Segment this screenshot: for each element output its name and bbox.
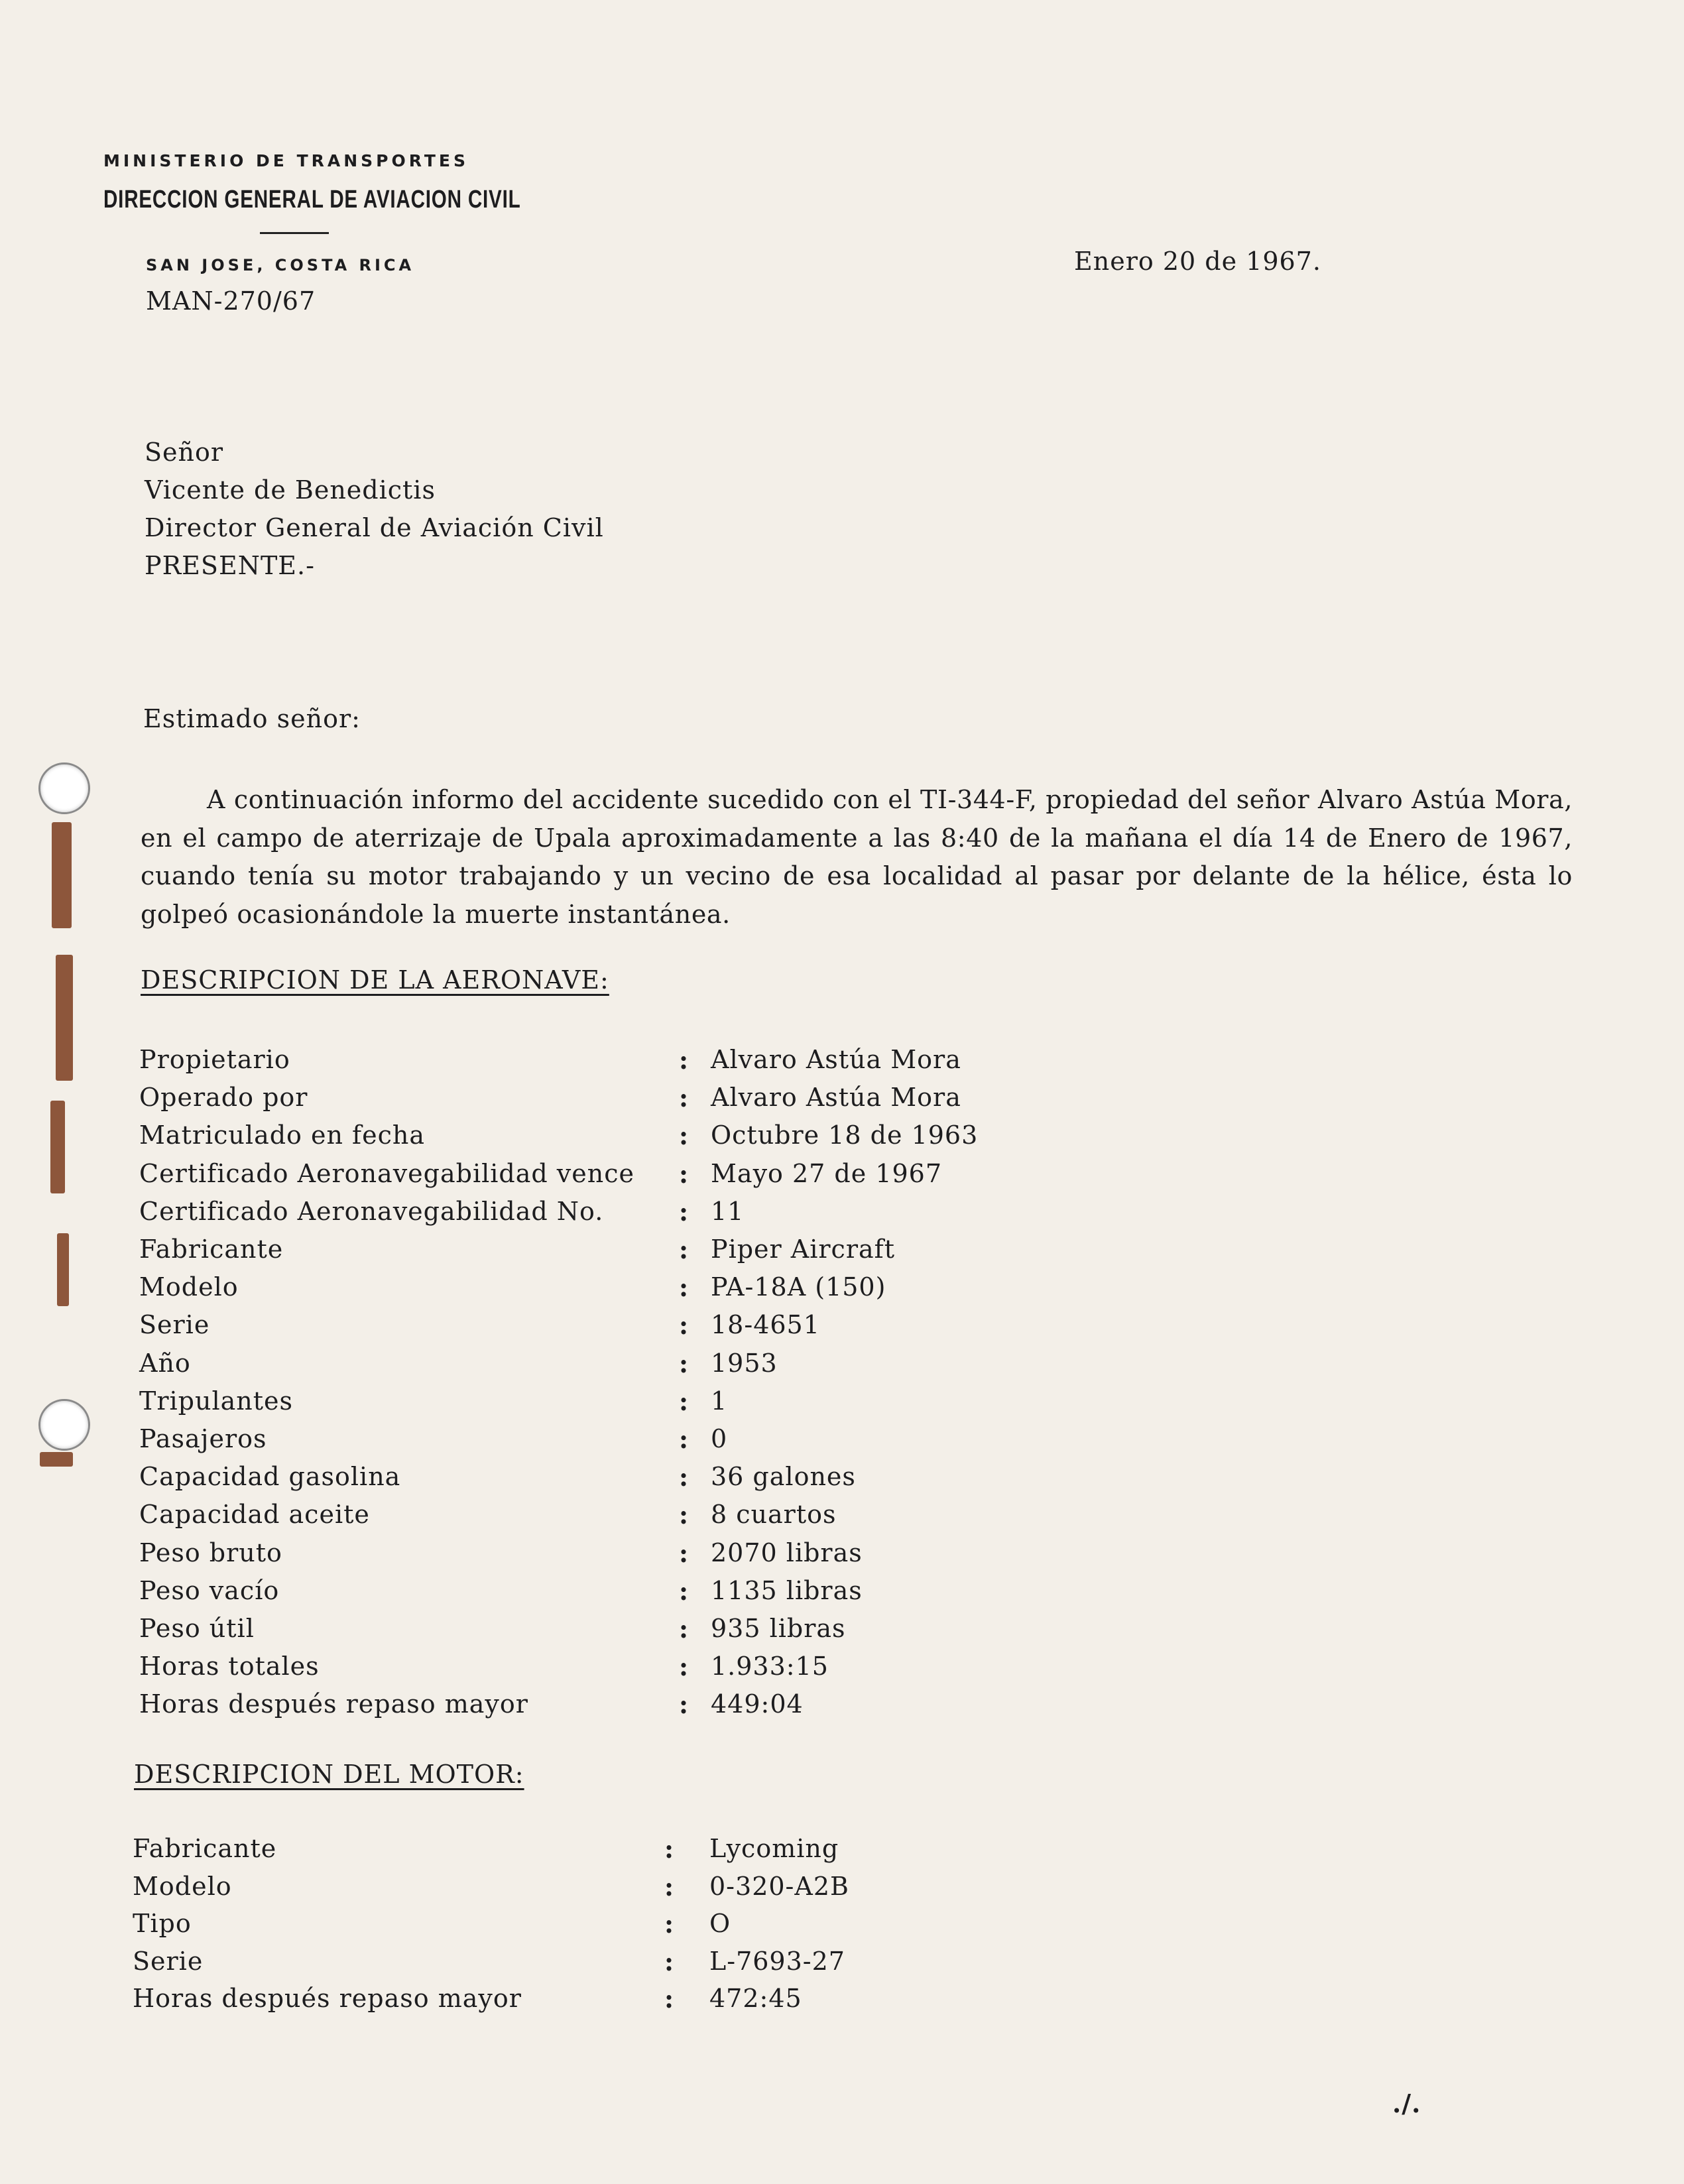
description-row xyxy=(139,1462,1067,1500)
reference-number: MAN-270/67 xyxy=(146,286,316,316)
row-value: Lycoming xyxy=(709,1834,839,1863)
row-colon: : xyxy=(679,1121,690,1151)
row-value: Piper Aircraft xyxy=(711,1235,895,1264)
row-colon: : xyxy=(664,1946,675,1976)
rust-stain xyxy=(52,822,72,928)
row-value: O xyxy=(709,1909,731,1938)
row-colon: : xyxy=(679,1348,690,1378)
description-row xyxy=(139,1159,1067,1197)
row-value: 8 cuartos xyxy=(711,1500,837,1530)
rust-stain xyxy=(57,1233,69,1306)
row-label: Peso bruto xyxy=(139,1538,282,1567)
row-label: Horas totales xyxy=(139,1652,320,1681)
description-row xyxy=(139,1614,1067,1652)
description-row xyxy=(139,1349,1067,1386)
row-colon: : xyxy=(679,1083,690,1113)
row-label: Serie xyxy=(133,1946,204,1976)
row-label: Tripulantes xyxy=(139,1386,294,1416)
engine-section-heading: DESCRIPCION DEL MOTOR: xyxy=(134,1760,524,1789)
row-colon: : xyxy=(664,1834,675,1864)
row-value: 36 galones xyxy=(711,1462,856,1492)
row-colon: : xyxy=(679,1500,690,1530)
description-row xyxy=(139,1538,1067,1576)
row-value: 449:04 xyxy=(711,1689,804,1719)
row-value: Mayo 27 de 1967 xyxy=(711,1158,943,1188)
row-label: Certificado Aeronavegabilidad No. xyxy=(139,1196,604,1226)
row-value: Alvaro Astúa Mora xyxy=(711,1083,961,1113)
description-row xyxy=(139,1576,1067,1614)
row-colon: : xyxy=(679,1652,690,1682)
description-row xyxy=(133,1834,1061,1872)
rust-stain xyxy=(56,955,73,1081)
row-colon: : xyxy=(664,1871,675,1902)
punch-hole-top xyxy=(38,762,90,814)
description-row xyxy=(133,1984,1061,2022)
row-colon: : xyxy=(679,1538,690,1568)
row-label: Capacidad gasolina xyxy=(139,1462,401,1492)
row-colon: : xyxy=(679,1272,690,1303)
row-colon: : xyxy=(679,1310,690,1341)
row-label: Pasajeros xyxy=(139,1424,267,1453)
description-row xyxy=(139,1310,1067,1348)
row-value: PA-18A (150) xyxy=(711,1272,886,1302)
aircraft-section-heading: DESCRIPCION DE LA AERONAVE: xyxy=(141,965,609,995)
row-colon: : xyxy=(679,1575,690,1606)
row-label: Operado por xyxy=(139,1083,308,1113)
letterhead-directorate: DIRECCION GENERAL DE AVIACION CIVIL xyxy=(103,186,521,213)
greeting: Estimado señor: xyxy=(143,704,361,733)
letterhead-ministry: MINISTERIO DE TRANSPORTES xyxy=(103,151,469,170)
recipient-presente: PRESENTE.- xyxy=(145,551,315,580)
punch-hole-bottom xyxy=(38,1399,90,1451)
row-value: 472:45 xyxy=(709,1984,802,2013)
description-row xyxy=(133,1909,1061,1947)
row-label: Peso útil xyxy=(139,1614,255,1643)
description-row xyxy=(139,1197,1067,1235)
row-value: 935 libras xyxy=(711,1614,846,1643)
row-value: 0 xyxy=(711,1424,728,1453)
row-label: Modelo xyxy=(139,1272,239,1302)
description-row xyxy=(139,1500,1067,1538)
continuation-mark: ./. xyxy=(1392,2089,1421,2118)
description-row xyxy=(133,1947,1061,1984)
row-label: Año xyxy=(139,1348,191,1378)
description-row xyxy=(139,1083,1067,1121)
recipient-name: Vicente de Benedictis xyxy=(145,475,436,505)
body-paragraph-text: A continuación informo del accidente sucedido con el TI-344-F, propiedad del señor Alvaro Astúa Mora, en el campo de aterrizaje de Upala aproximadamente a las 8:40 de la mañana el día 14 de Enero de 1967, cuando tenía su motor trabajando y un vecino de esa localidad al pasar por delante de la hélice, ésta lo golpeó ocasionándole la muerte instantánea. xyxy=(141,785,1573,929)
row-label: Capacidad aceite xyxy=(139,1500,370,1530)
description-row xyxy=(139,1272,1067,1310)
row-value: 0-320-A2B xyxy=(709,1871,849,1901)
row-colon: : xyxy=(679,1424,690,1454)
row-value: 1135 libras xyxy=(711,1575,863,1605)
row-label: Serie xyxy=(139,1310,210,1340)
description-row xyxy=(139,1045,1067,1083)
row-colon: : xyxy=(679,1689,690,1720)
description-row xyxy=(139,1424,1067,1462)
row-colon: : xyxy=(679,1045,690,1075)
row-label: Modelo xyxy=(133,1871,232,1901)
row-value: 2070 libras xyxy=(711,1538,863,1567)
row-colon: : xyxy=(679,1462,690,1492)
row-label: Fabricante xyxy=(139,1235,284,1264)
row-label: Horas después repaso mayor xyxy=(139,1689,528,1719)
row-colon: : xyxy=(679,1235,690,1264)
description-row xyxy=(139,1235,1067,1272)
description-row xyxy=(139,1386,1067,1424)
recipient-title: Señor xyxy=(145,438,224,467)
letterhead-rule xyxy=(260,232,329,234)
row-colon: : xyxy=(664,1909,675,1939)
rust-stain xyxy=(40,1452,73,1467)
row-label: Certificado Aeronavegabilidad vence xyxy=(139,1158,634,1188)
row-label: Peso vacío xyxy=(139,1575,280,1605)
row-colon: : xyxy=(664,1984,675,2014)
rust-stain xyxy=(50,1101,65,1193)
document-date: Enero 20 de 1967. xyxy=(1074,247,1321,276)
body-paragraph xyxy=(141,781,1573,934)
row-colon: : xyxy=(679,1386,690,1416)
description-row xyxy=(139,1121,1067,1158)
row-value: 1 xyxy=(711,1386,728,1416)
row-colon: : xyxy=(679,1196,690,1227)
row-value: 18-4651 xyxy=(711,1310,820,1340)
row-label: Matriculado en fecha xyxy=(139,1121,426,1150)
row-label: Fabricante xyxy=(133,1834,277,1863)
row-label: Propietario xyxy=(139,1045,290,1074)
row-colon: : xyxy=(679,1614,690,1644)
row-value: 1.933:15 xyxy=(711,1652,829,1681)
row-label: Tipo xyxy=(133,1909,192,1938)
description-row xyxy=(133,1872,1061,1910)
recipient-position: Director General de Aviación Civil xyxy=(145,513,604,542)
row-value: 11 xyxy=(711,1196,745,1226)
row-value: Octubre 18 de 1963 xyxy=(711,1121,979,1150)
row-label: Horas después repaso mayor xyxy=(133,1984,522,2013)
row-colon: : xyxy=(679,1158,690,1189)
description-row xyxy=(139,1689,1067,1727)
row-value: 1953 xyxy=(711,1348,778,1378)
row-value: L-7693-27 xyxy=(709,1946,845,1976)
description-row xyxy=(139,1652,1067,1689)
row-value: Alvaro Astúa Mora xyxy=(711,1045,961,1074)
letterhead-city: SAN JOSE, COSTA RICA xyxy=(146,256,415,274)
